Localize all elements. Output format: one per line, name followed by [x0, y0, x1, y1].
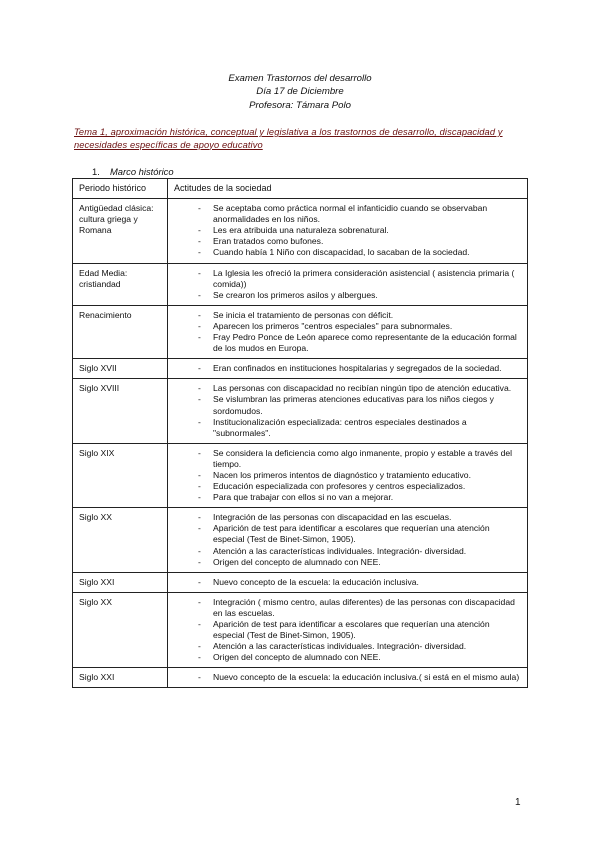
attitudes-cell: [168, 572, 528, 592]
header-teacher: Profesora: Támara Polo: [249, 99, 351, 111]
period-cell: Antigüedad clásica: cultura griega y Romana: [73, 199, 168, 263]
attitudes-list: [174, 577, 522, 588]
list-item: - Educación especializada con profesores y centros especializados.: [198, 481, 522, 492]
list-item: - La Iglesia les ofreció la primera consideración asistencial ( asistencia primaria ( comida)): [198, 268, 522, 290]
table-row: [73, 359, 528, 379]
period-cell: Siglo XVIII: [73, 379, 168, 443]
attitudes-cell: [168, 359, 528, 379]
list-item: - Se aceptaba como práctica normal el infanticidio cuando se observaban anormalidades en los niños.: [198, 203, 522, 225]
attitudes-cell: [168, 443, 528, 507]
table-row: [73, 443, 528, 507]
header-title: Examen Trastornos del desarrollo: [228, 73, 372, 84]
list-item: - Integración de las personas con discapacidad en las escuelas.: [198, 512, 522, 523]
attitudes-list: [174, 448, 522, 503]
attitudes-list: [174, 363, 522, 374]
period-cell: Siglo XX: [73, 508, 168, 572]
list-item: - Se vislumbran las primeras atenciones educativas para los niños ciegos y sordomudos.: [198, 394, 522, 416]
period-cell: Edad Media: cristiandad: [73, 263, 168, 305]
column-header-attitudes: Actitudes de la sociedad: [168, 179, 528, 199]
list-item: - Institucionalización especializada: centros especiales destinados a "subnormales".: [198, 417, 522, 439]
period-cell: Siglo XXI: [73, 668, 168, 688]
list-item: - Cuando había 1 Niño con discapacidad, lo sacaban de la sociedad.: [198, 247, 522, 258]
attitudes-list: [174, 383, 522, 438]
attitudes-cell: [168, 263, 528, 305]
list-item: - Aparecen los primeros "centros especiales" para subnormales.: [198, 321, 522, 332]
table-row: [73, 305, 528, 358]
list-item: - Les era atribuida una naturaleza sobrenatural.: [198, 225, 522, 236]
list-item: - Aparición de test para identificar a escolares que requerían una atención especial (Test de Binet-Simon, 1905).: [198, 523, 522, 545]
section-title: Marco histórico: [110, 166, 174, 177]
list-item: - Eran tratados como bufones.: [198, 236, 522, 247]
list-item: - Se considera la deficiencia como algo inmanente, propio y estable a través del tiempo.: [198, 448, 522, 470]
list-item: - Atención a las características individuales. Integración- diversidad.: [198, 546, 522, 557]
header-date: Día 17 de Diciembre: [256, 86, 344, 98]
table-row: [73, 199, 528, 263]
list-item: - Nuevo concepto de la escuela: la educación inclusiva.: [198, 577, 522, 588]
table-row: [73, 263, 528, 305]
attitudes-list: [174, 310, 522, 354]
period-cell: Renacimiento: [73, 305, 168, 358]
attitudes-cell: [168, 668, 528, 688]
period-cell: Siglo XIX: [73, 443, 168, 507]
list-item: - Nuevo concepto de la escuela: la educación inclusiva.( si está en el mismo aula): [198, 672, 522, 683]
list-item: - Integración ( mismo centro, aulas diferentes) de las personas con discapacidad en las escuelas.: [198, 597, 522, 619]
attitudes-cell: [168, 508, 528, 572]
list-item: - Para que trabajar con ellos si no van a mejorar.: [198, 492, 522, 503]
list-item: - Fray Pedro Ponce de León aparece como representante de la educación formal de los mudos en Europa.: [198, 332, 522, 354]
document-header: [0, 72, 600, 112]
attitudes-cell: [168, 379, 528, 443]
attitudes-list: [174, 203, 522, 258]
table-row: [73, 572, 528, 592]
period-cell: Siglo XVII: [73, 359, 168, 379]
table-row: [73, 668, 528, 688]
attitudes-list: [174, 597, 522, 664]
list-item: - Se inicia el tratamiento de personas con déficit.: [198, 310, 522, 321]
period-cell: Siglo XX: [73, 592, 168, 668]
history-table: [72, 178, 528, 688]
table-header-row: [73, 179, 528, 199]
attitudes-list: [174, 268, 522, 301]
section-heading: [92, 166, 174, 178]
attitudes-cell: [168, 199, 528, 263]
attitudes-list: [174, 672, 522, 683]
list-item: - Nacen los primeros intentos de diagnóstico y tratamiento educativo.: [198, 470, 522, 481]
section-number: 1.: [92, 166, 100, 177]
attitudes-list: [174, 512, 522, 567]
list-item: - Origen del concepto de alumnado con NEE.: [198, 557, 522, 568]
table-body: [73, 199, 528, 688]
list-item: - Las personas con discapacidad no recibían ningún tipo de atención educativa.: [198, 383, 522, 394]
page-number: 1: [515, 797, 521, 808]
table-row: [73, 379, 528, 443]
list-item: - Se crearon los primeros asilos y albergues.: [198, 290, 522, 301]
list-item: - Origen del concepto de alumnado con NEE.: [198, 652, 522, 663]
attitudes-cell: [168, 305, 528, 358]
period-cell: Siglo XXI: [73, 572, 168, 592]
list-item: - Eran confinados en instituciones hospitalarias y segregados de la sociedad.: [198, 363, 522, 374]
column-header-period: Periodo histórico: [73, 179, 168, 199]
table-row: [73, 508, 528, 572]
list-item: - Atención a las características individuales. Integración- diversidad.: [198, 641, 522, 652]
attitudes-cell: [168, 592, 528, 668]
table-row: [73, 592, 528, 668]
list-item: - Aparición de test para identificar a escolares que requerían una atención especial (Test de Binet-Simon, 1905).: [198, 619, 522, 641]
topic-heading: Tema 1, aproximación histórica, conceptual y legislativa a los trastornos de desarrollo, discapacidad y necesidades específicas de apoyo educativo: [74, 127, 503, 150]
